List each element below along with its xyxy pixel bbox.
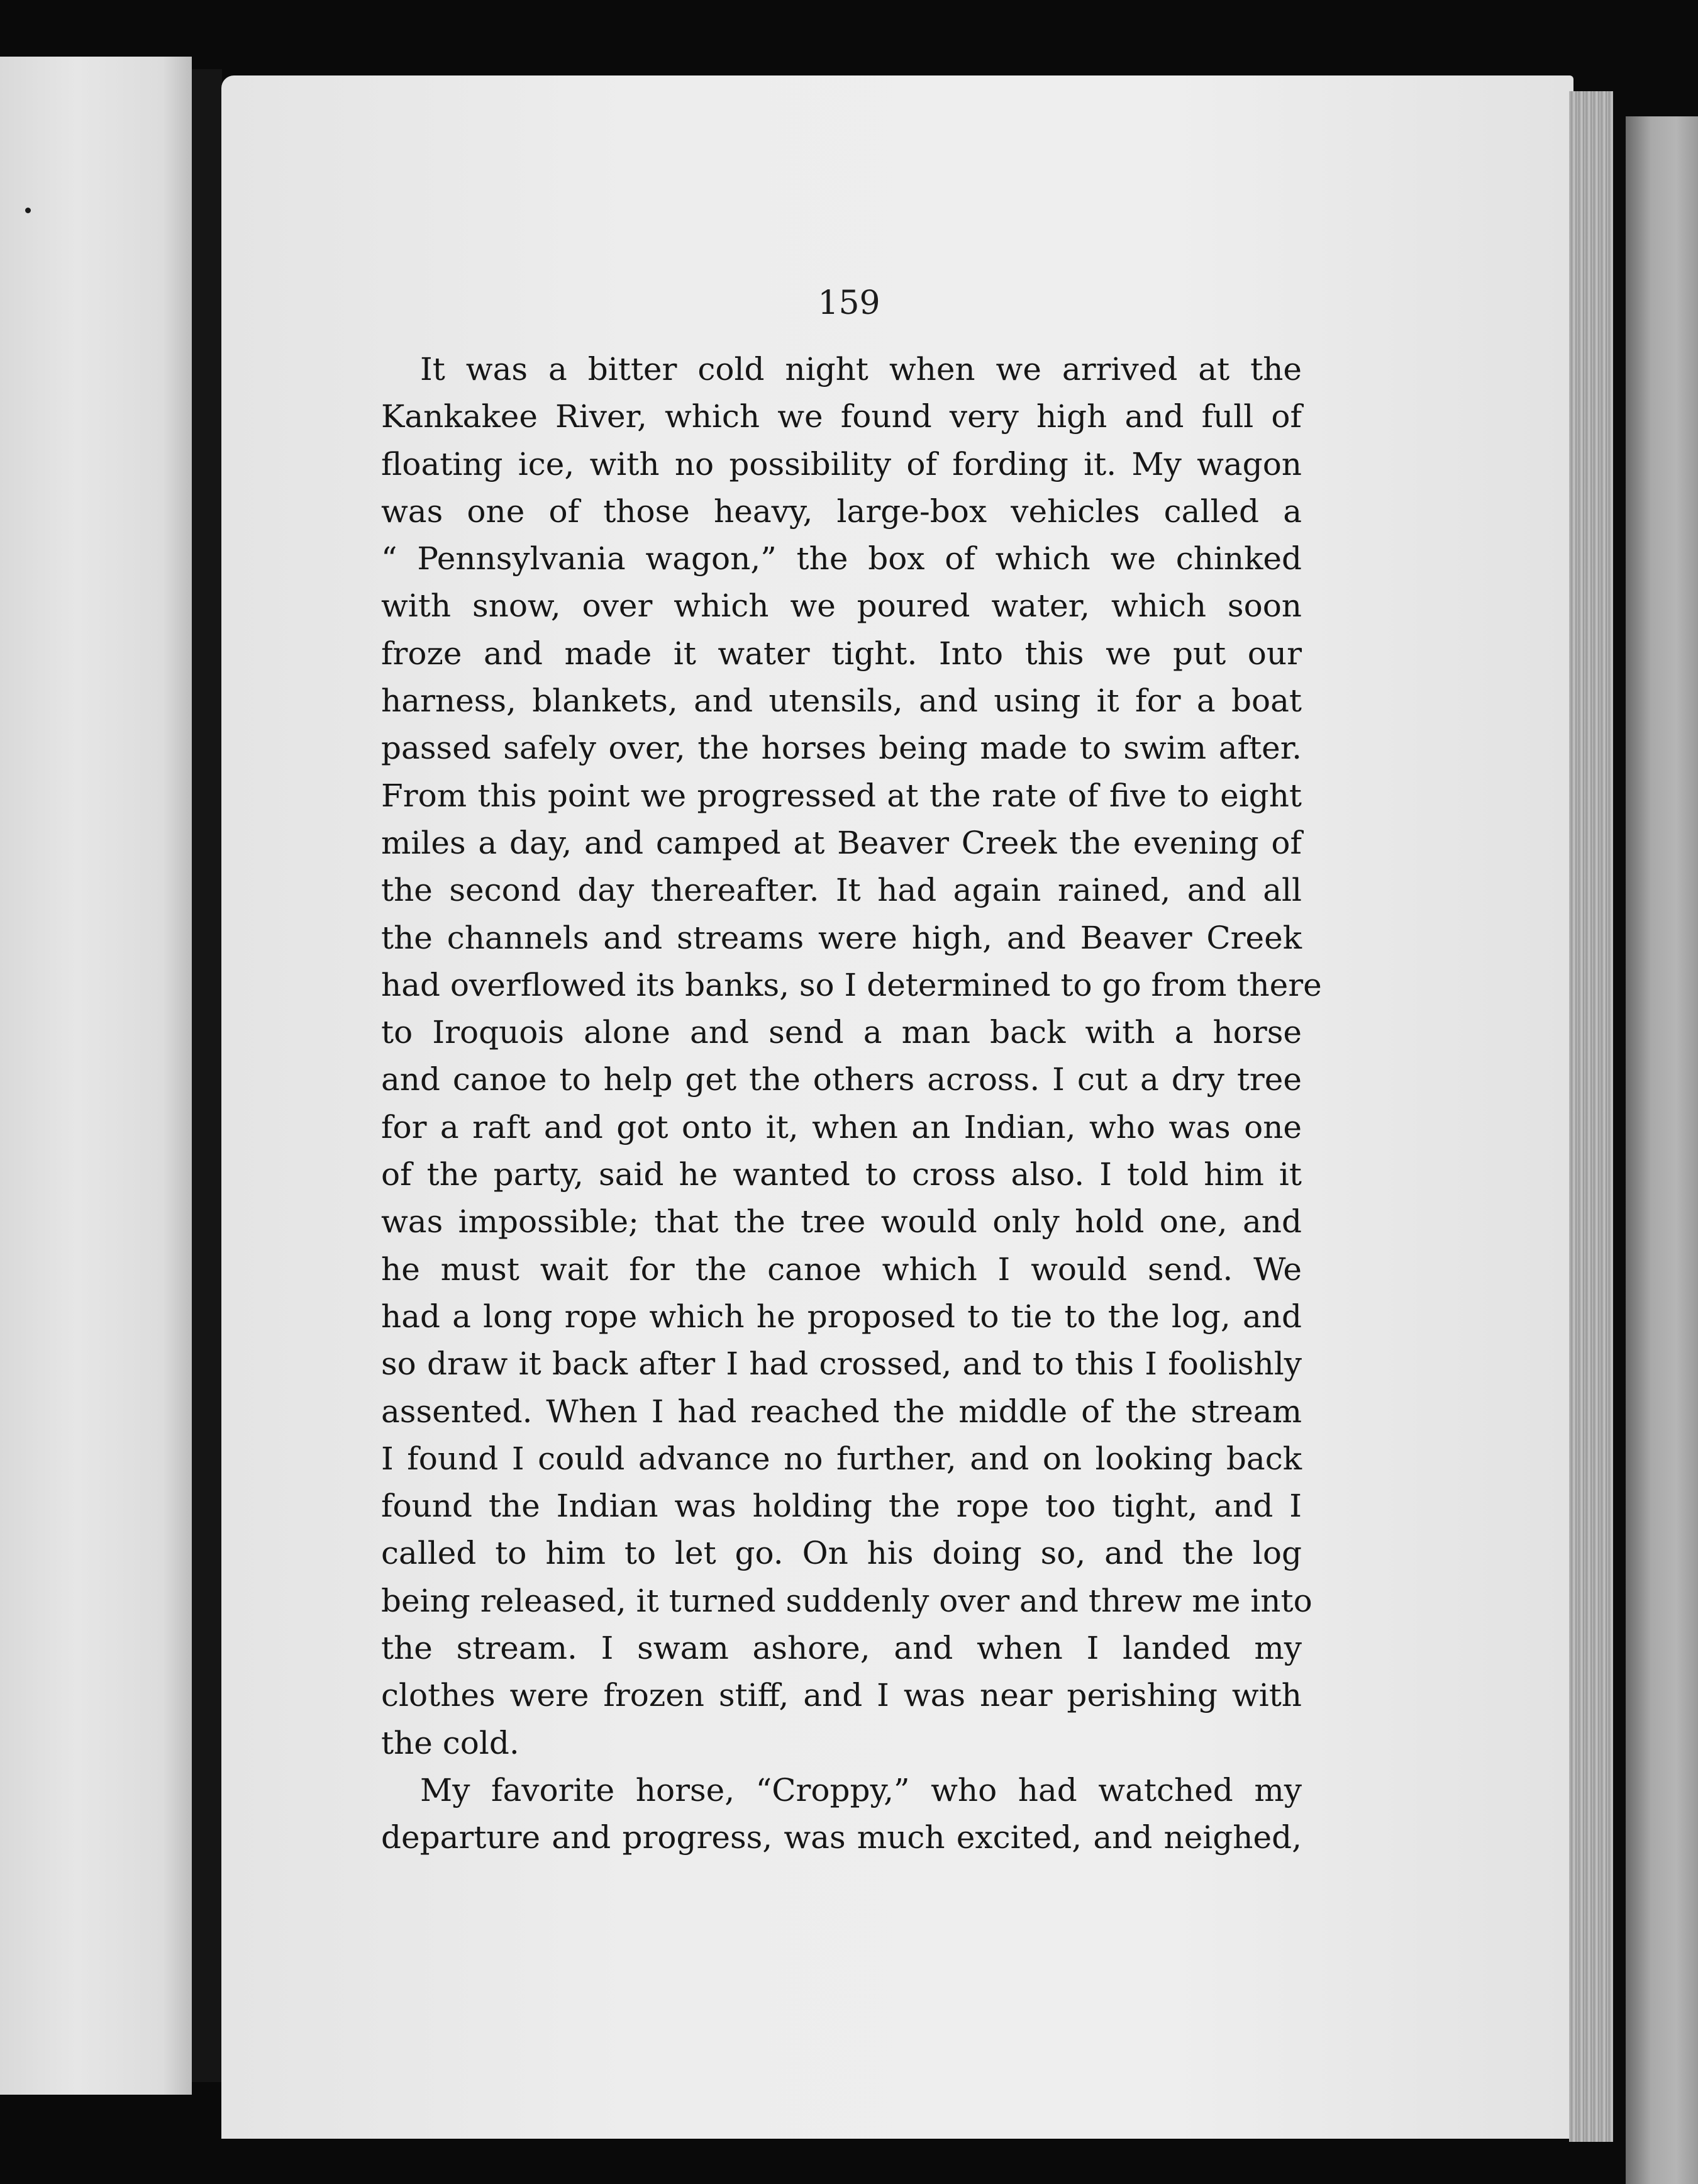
page-number: 159 [818,284,880,322]
text-line: was impossible; that the tree would only hold one, and [381,1203,1302,1240]
text-line: floating ice, with no possibility of fording it. My wagon [381,445,1302,482]
book-gutter [192,69,222,2082]
text-line: had a long rope which he proposed to tie to the log, and [381,1298,1302,1335]
text-line: passed safely over, the horses being made to swim after. [381,730,1302,767]
text-line: From this point we progressed at the rate of five to eight [381,777,1302,814]
paragraph [381,346,1322,1767]
text-line: of the party, said he wanted to cross also. I told him it [381,1156,1302,1193]
text-line: and canoe to help get the others across. I cut a dry tree [381,1061,1302,1098]
page-body-text [381,346,1322,1862]
book-cover-edge [1626,116,1698,2184]
paragraph [381,1767,1302,1862]
text-line: “ Pennsylvania wagon,” the box of which we chinked [381,540,1302,577]
text-line: My favorite horse, “Croppy,” who had watched my [420,1771,1302,1808]
text-line: for a raft and got onto it, when an Indian, who was one [381,1108,1302,1145]
text-line: was one of those heavy, large-box vehicles called a [381,493,1302,530]
text-line: being released, it turned suddenly over and threw me into [381,1582,1312,1619]
text-line: with snow, over which we poured water, which soon [381,588,1302,625]
previous-page-edge [0,57,192,2095]
text-line: It was a bitter cold night when we arrived at the [420,351,1302,387]
text-line: departure and progress, was much excited, and neighed, [381,1819,1302,1856]
text-line: the second day thereafter. It had again rained, and all [381,872,1302,909]
text-line: the channels and streams were high, and Beaver Creek [381,919,1302,956]
text-line: the cold. [381,1724,519,1761]
text-line: found the Indian was holding the rope too tight, and I [381,1488,1302,1525]
text-line: I found I could advance no further, and on looking back [381,1440,1302,1477]
page-edges [1569,91,1613,2142]
text-line: had overflowed its banks, so I determined to go from there [381,966,1322,1003]
ink-speck [25,208,31,213]
text-line: harness, blankets, and utensils, and using it for a boat [381,682,1302,720]
text-line: assented. When I had reached the middle of the stream [381,1393,1302,1430]
text-line: miles a day, and camped at Beaver Creek the evening of [381,824,1302,861]
text-line: he must wait for the canoe which I would send. We [381,1251,1302,1288]
text-line: to Iroquois alone and send a man back with a horse [381,1014,1302,1051]
text-line: clothes were frozen stiff, and I was near perishing with [381,1677,1302,1714]
text-line: called to him to let go. On his doing so, and the log [381,1535,1302,1572]
text-line: the stream. I swam ashore, and when I landed my [381,1630,1302,1667]
text-line: froze and made it water tight. Into this we put our [381,635,1302,672]
text-line: so draw it back after I had crossed, and to this I foolishly [381,1346,1302,1383]
text-line: Kankakee River, which we found very high and full of [381,398,1302,435]
